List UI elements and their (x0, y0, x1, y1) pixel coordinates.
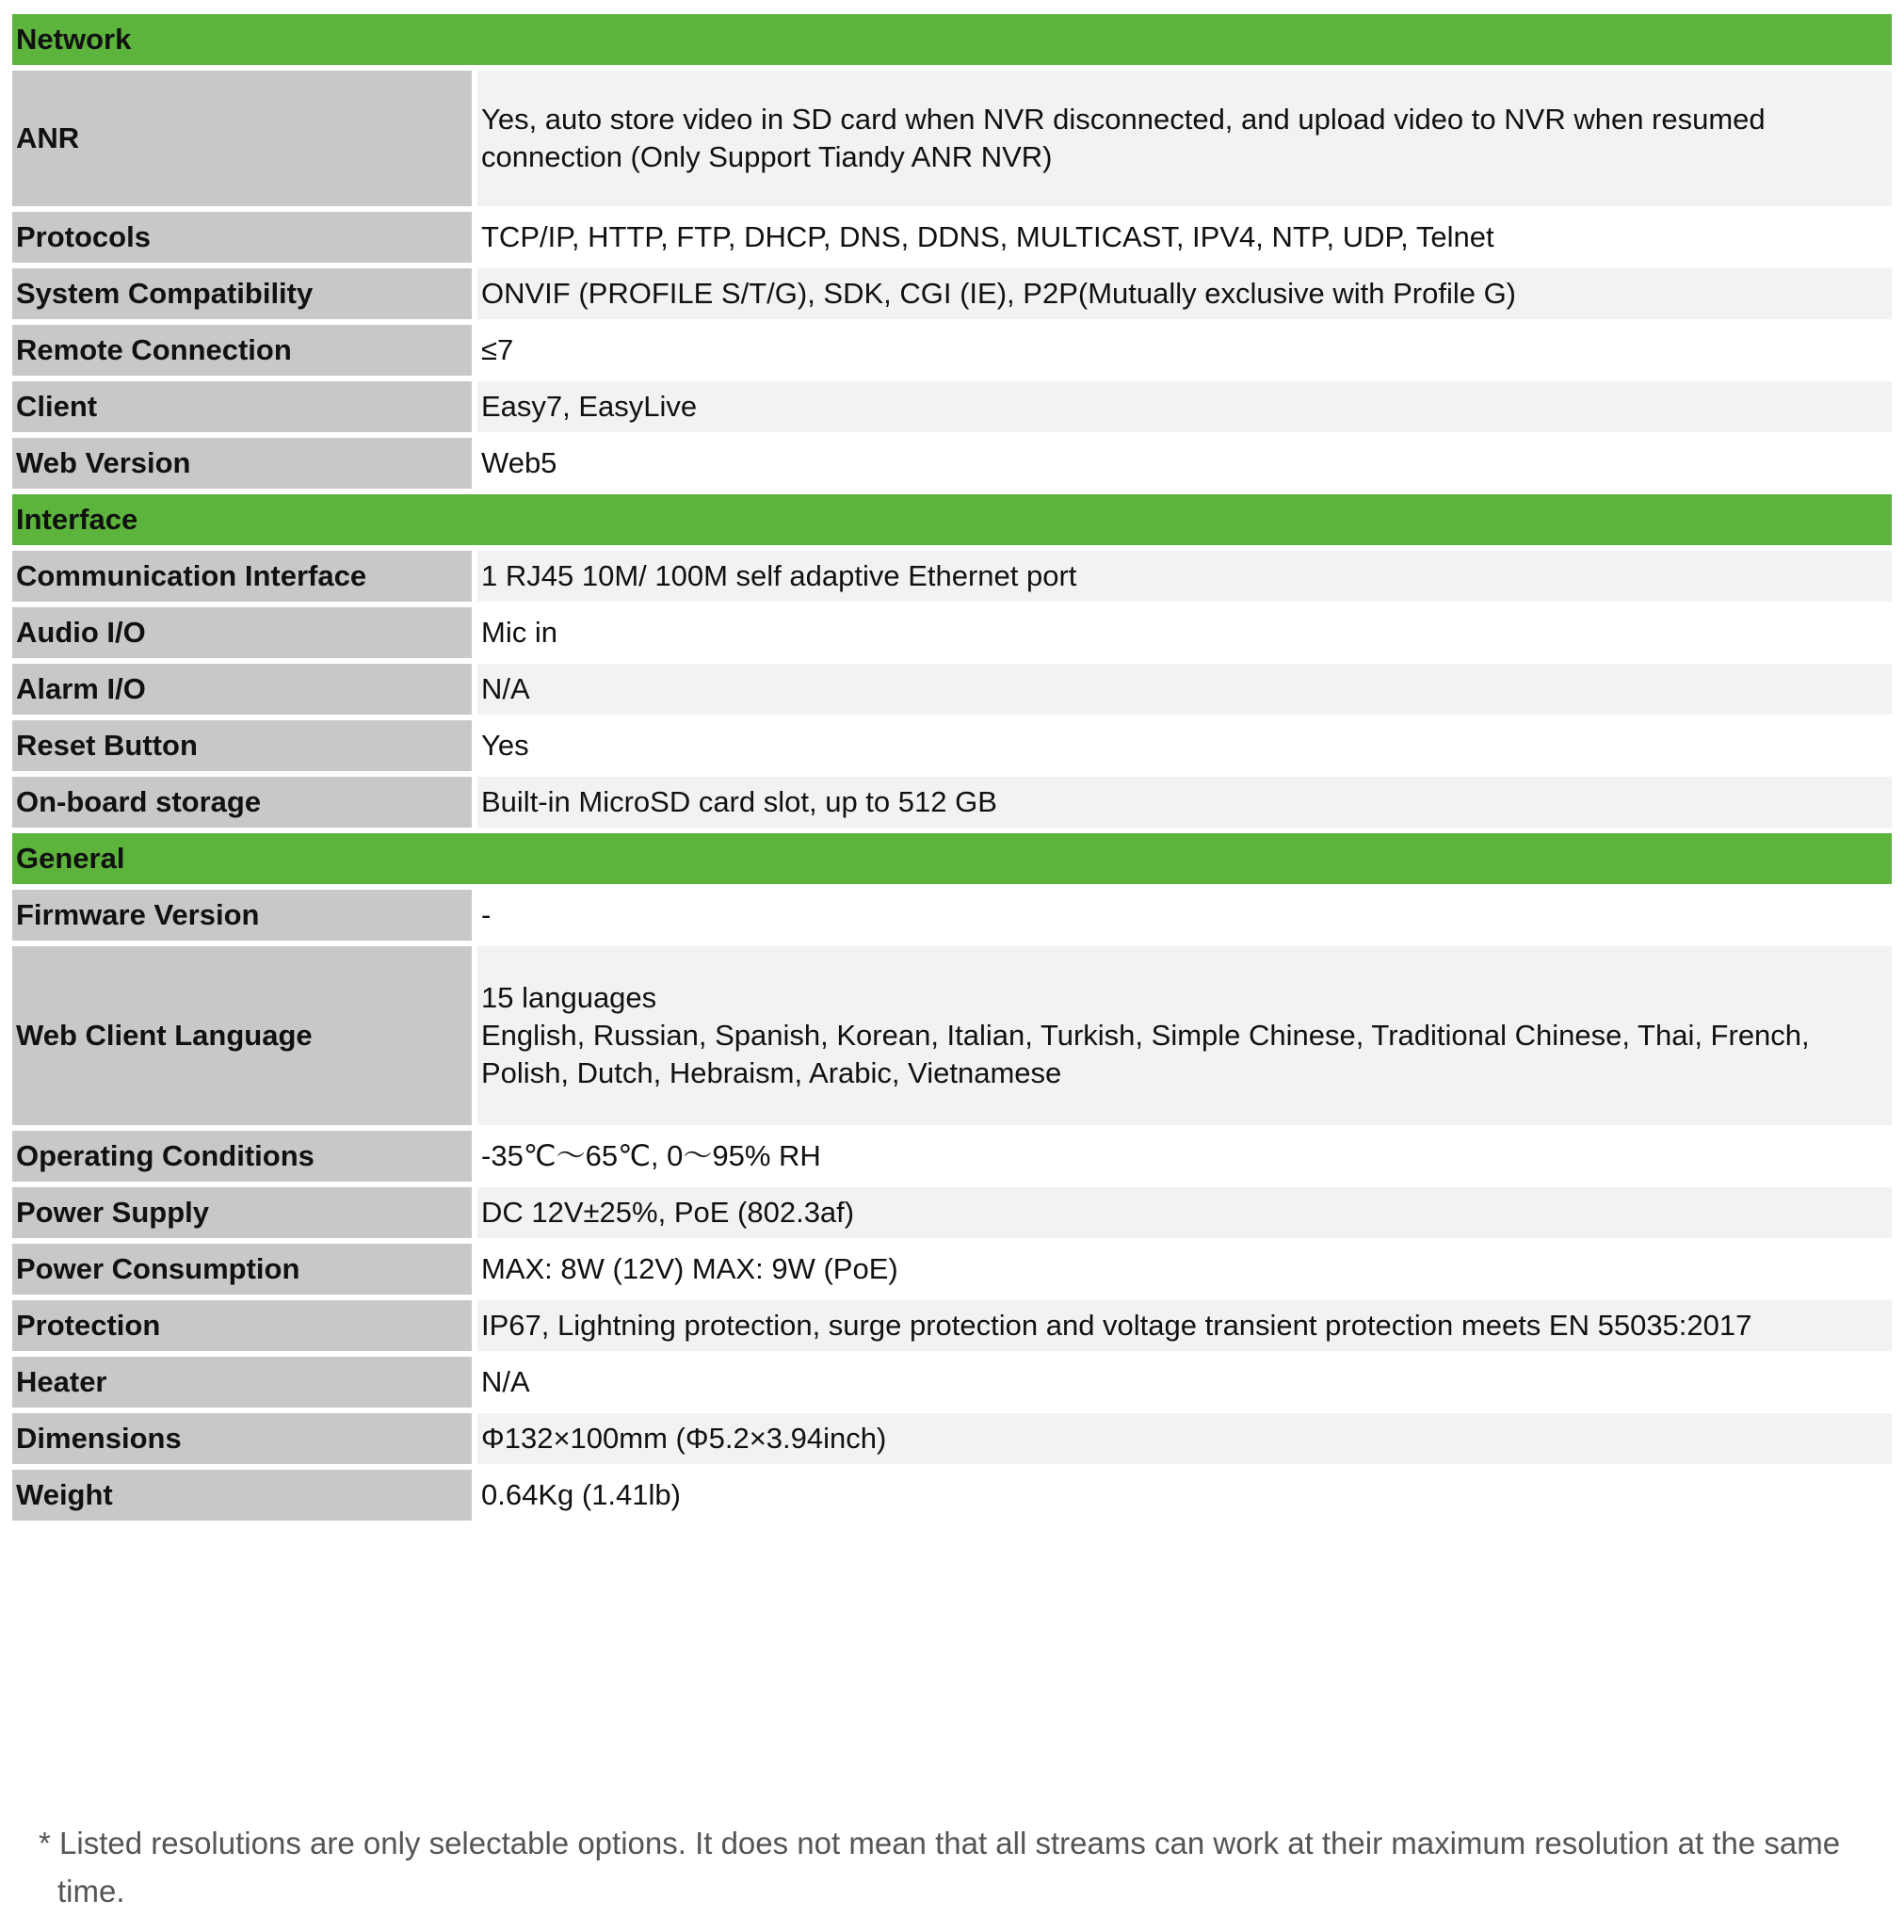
spec-row-remote-connection (12, 325, 1892, 376)
section-general (12, 833, 1892, 884)
spec-value: Yes, auto store video in SD card when NVR disconnected, and upload video to NVR when resumed connection (Only Support Tiandy ANR NVR) (477, 71, 1892, 206)
spec-row-onboard-storage (12, 777, 1892, 828)
spec-label: Communication Interface (12, 551, 477, 602)
spec-label: Alarm I/O (12, 664, 477, 715)
spec-label: Remote Connection (12, 325, 477, 376)
spec-value: N/A (477, 1357, 1892, 1408)
spec-value: Easy7, EasyLive (477, 381, 1892, 432)
spec-value: DC 12V±25%, PoE (802.3af) (477, 1187, 1892, 1238)
spec-row-protection (12, 1300, 1892, 1351)
spec-row-web-version (12, 438, 1892, 489)
spec-value: -35℃～65℃, 0～95% RH (477, 1131, 1892, 1182)
spec-value: 1 RJ45 10M/ 100M self adaptive Ethernet port (477, 551, 1892, 602)
spec-label: Power Supply (12, 1187, 477, 1238)
spec-label: Heater (12, 1357, 477, 1408)
section-interface (12, 494, 1892, 545)
spec-row-operating-conditions (12, 1131, 1892, 1182)
spec-row-anr (12, 71, 1892, 206)
section-title: General (12, 833, 1892, 884)
spec-row-firmware-version (12, 890, 1892, 941)
spec-row-communication-interface (12, 551, 1892, 602)
spec-value: MAX: 8W (12V) MAX: 9W (PoE) (477, 1244, 1892, 1295)
spec-label: Protocols (12, 212, 477, 263)
spec-label: Dimensions (12, 1413, 477, 1464)
spec-value: TCP/IP, HTTP, FTP, DHCP, DNS, DDNS, MULTICAST, IPV4, NTP, UDP, Telnet (477, 212, 1892, 263)
spec-row-dimensions (12, 1413, 1892, 1464)
language-count: 15 languages (481, 981, 657, 1014)
spec-value: ONVIF (PROFILE S/T/G), SDK, CGI (IE), P2P(Mutually exclusive with Profile G) (477, 268, 1892, 319)
spec-table (12, 8, 1892, 1526)
spec-row-protocols (12, 212, 1892, 263)
section-title: Network (12, 14, 1892, 65)
spec-label: Operating Conditions (12, 1131, 477, 1182)
spec-row-web-client-language (12, 946, 1892, 1125)
language-list: English, Russian, Spanish, Korean, Italian, Turkish, Simple Chinese, Traditional Chinese, Thai, French, Polish, Dutch, Hebraism, Arabic, Vietnamese (481, 1019, 1810, 1089)
spec-value: Built-in MicroSD card slot, up to 512 GB (477, 777, 1892, 828)
spec-value: Mic in (477, 607, 1892, 658)
spec-row-weight (12, 1470, 1892, 1521)
spec-label: Web Client Language (12, 946, 477, 1125)
spec-row-power-supply (12, 1187, 1892, 1238)
spec-label: System Compatibility (12, 268, 477, 319)
spec-row-heater (12, 1357, 1892, 1408)
spec-label: Weight (12, 1470, 477, 1521)
spec-row-power-consumption (12, 1244, 1892, 1295)
spec-value: 0.64Kg (1.41lb) (477, 1470, 1892, 1521)
spec-row-alarm-io (12, 664, 1892, 715)
spec-label: ANR (12, 71, 477, 206)
section-network (12, 14, 1892, 65)
spec-row-client (12, 381, 1892, 432)
spec-row-audio-io (12, 607, 1892, 658)
spec-label: Firmware Version (12, 890, 477, 941)
section-title: Interface (12, 494, 1892, 545)
spec-label: Web Version (12, 438, 477, 489)
spec-label: Audio I/O (12, 607, 477, 658)
spec-value (477, 946, 1892, 1125)
spec-value: Yes (477, 720, 1892, 771)
spec-label: Protection (12, 1300, 477, 1351)
spec-row-reset-button (12, 720, 1892, 771)
spec-value: Φ132×100mm (Φ5.2×3.94inch) (477, 1413, 1892, 1464)
spec-value: N/A (477, 664, 1892, 715)
spec-value: Web5 (477, 438, 1892, 489)
footnote: * Listed resolutions are only selectable options. It does not mean that all streams can work at their maximum resolution at the same time. (39, 1826, 1841, 1908)
spec-row-system-compatibility (12, 268, 1892, 319)
spec-label: Client (12, 381, 477, 432)
spec-label: On-board storage (12, 777, 477, 828)
spec-value: ≤7 (477, 325, 1892, 376)
spec-label: Power Consumption (12, 1244, 477, 1295)
spec-label: Reset Button (12, 720, 477, 771)
spec-value: IP67, Lightning protection, surge protection and voltage transient protection meets EN 55035:2017 (477, 1300, 1892, 1351)
spec-value: - (477, 890, 1892, 941)
